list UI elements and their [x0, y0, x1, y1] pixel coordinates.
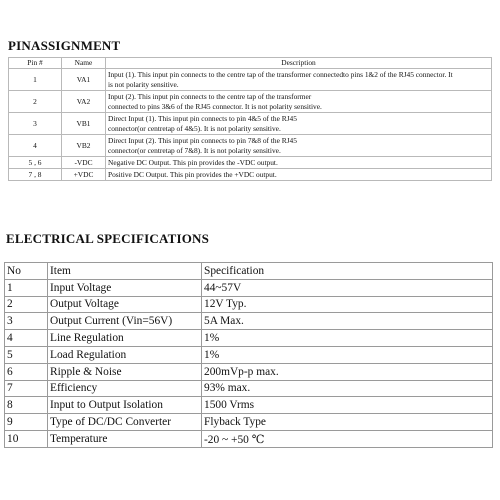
pin-number: 5 , 6: [9, 157, 62, 169]
description-line: Input (2). This input pin connects to the centre tap of the transformer: [108, 91, 312, 101]
spec-item: Type of DC/DC Converter: [48, 414, 202, 431]
description-line: Input (1). This input pin connects to the centre tap of the transformer connectedto pins 1&2 of the RJ45 connector. It: [108, 69, 453, 79]
description-line: connected to pins 3&6 of the RJ45 connector. It is not polarity sensitive.: [108, 101, 322, 111]
header-item: Item: [48, 263, 202, 280]
spec-value: 1%: [202, 346, 493, 363]
spec-value: Flyback Type: [202, 414, 493, 431]
spec-item: Output Current (Vin=56V): [48, 313, 202, 330]
header-no: No: [5, 263, 48, 280]
pin-name: VB1: [62, 113, 106, 135]
spec-value: 93% max.: [202, 380, 493, 397]
table-row: [5, 430, 493, 447]
pin-number: 3: [9, 113, 62, 135]
spec-no: 10: [5, 430, 48, 447]
table-row: [5, 279, 493, 296]
spec-value: 1500 Vrms: [202, 397, 493, 414]
table-row: [9, 135, 492, 157]
table-header-row: [9, 58, 492, 69]
table-row: [9, 169, 492, 181]
electrical-specs-table: [4, 262, 493, 448]
spec-no: 1: [5, 279, 48, 296]
pin-description: [106, 91, 492, 113]
spec-no: 4: [5, 330, 48, 347]
spec-item: Load Regulation: [48, 346, 202, 363]
spec-value: 5A Max.: [202, 313, 493, 330]
table-row: [9, 157, 492, 169]
spec-no: 9: [5, 414, 48, 431]
spec-value: 44~57V: [202, 279, 493, 296]
header-specification: Specification: [202, 263, 493, 280]
spec-no: 5: [5, 346, 48, 363]
pin-name: +VDC: [62, 169, 106, 181]
pin-description: Positive DC Output. This pin provides the +VDC output.: [106, 169, 492, 181]
table-row: [5, 296, 493, 313]
pin-assignment-title: PINASSIGNMENT: [8, 38, 121, 53]
spec-value: 200mVp-p max.: [202, 363, 493, 380]
table-row: [5, 380, 493, 397]
table-row: [5, 330, 493, 347]
spec-item: Ripple & Noise: [48, 363, 202, 380]
pin-number: 1: [9, 69, 62, 91]
table-row: [5, 397, 493, 414]
pin-number: 4: [9, 135, 62, 157]
pin-assignment-table: [8, 57, 492, 181]
electrical-specs-title: ELECTRICAL SPECIFICATIONS: [6, 231, 210, 246]
table-header-row: [5, 263, 493, 280]
table-row: [9, 91, 492, 113]
header-description: Description: [106, 58, 492, 69]
spec-no: 7: [5, 380, 48, 397]
spec-value: 1%: [202, 330, 493, 347]
table-row: [5, 313, 493, 330]
description-line: is not polarity sensitive.: [108, 79, 179, 89]
spec-item: Line Regulation: [48, 330, 202, 347]
table-row: [5, 414, 493, 431]
pin-number: 7 , 8: [9, 169, 62, 181]
description-line: connector(or centretap of 7&8). It is not polarity sensitive.: [108, 145, 281, 155]
spec-no: 6: [5, 363, 48, 380]
pin-number: 2: [9, 91, 62, 113]
pin-name: VB2: [62, 135, 106, 157]
spec-no: 2: [5, 296, 48, 313]
spec-item: Output Voltage: [48, 296, 202, 313]
pin-name: VA2: [62, 91, 106, 113]
spec-item: Efficiency: [48, 380, 202, 397]
spec-item: Input Voltage: [48, 279, 202, 296]
spec-no: 3: [5, 313, 48, 330]
header-pin: Pin #: [9, 58, 62, 69]
table-row: [5, 363, 493, 380]
pin-description: [106, 135, 492, 157]
pin-name: VA1: [62, 69, 106, 91]
pin-name: -VDC: [62, 157, 106, 169]
spec-item: Temperature: [48, 430, 202, 447]
description-line: Direct Input (1). This input pin connects to pin 4&5 of the RJ45: [108, 113, 297, 123]
pin-description: Negative DC Output. This pin provides the -VDC output.: [106, 157, 492, 169]
header-name: Name: [62, 58, 106, 69]
spec-no: 8: [5, 397, 48, 414]
pin-description: [106, 113, 492, 135]
spec-value: 12V Typ.: [202, 296, 493, 313]
table-row: [9, 113, 492, 135]
table-row: [5, 346, 493, 363]
description-line: Direct Input (2). This input pin connects to pin 7&8 of the RJ45: [108, 135, 297, 145]
pin-description: [106, 69, 492, 91]
spec-item: Input to Output Isolation: [48, 397, 202, 414]
spec-value: -20 ~ +50 ℃: [202, 430, 493, 447]
description-line: connector(or centretap of 4&5). It is not polarity sensitive.: [108, 123, 281, 133]
table-row: [9, 69, 492, 91]
